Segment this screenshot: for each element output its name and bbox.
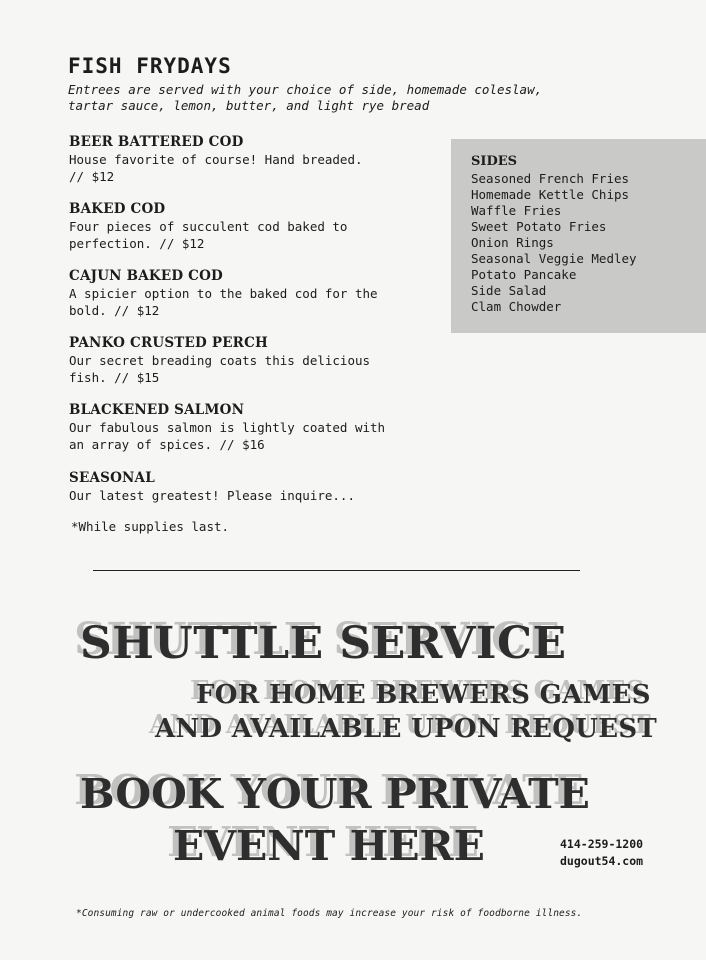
supplies-footnote: *While supplies last.: [71, 519, 230, 534]
entry-description: [69, 151, 429, 185]
sides-list: [471, 171, 637, 315]
contact-block: [560, 836, 643, 870]
entry-name: BEER BATTERED COD: [69, 134, 244, 150]
side-item: Seasoned French Fries: [471, 171, 630, 186]
website: dugout54.com: [560, 854, 644, 868]
entry-price-line: fish. // $15: [69, 370, 160, 385]
entry-desc-line: Our secret breading coats this delicious: [69, 353, 371, 368]
entry-name: CAJUN BAKED COD: [69, 268, 223, 284]
shuttle-subline-2: AND AVAILABLE UPON REQUEST: [155, 714, 658, 744]
menu-entry-seasonal: [69, 470, 429, 504]
entry-desc-line: Four pieces of succulent cod baked to: [69, 219, 348, 234]
entry-price-line: bold. // $12: [69, 303, 160, 318]
entry-price-line: perfection. // $12: [69, 236, 205, 251]
book-event-line-1: BOOK YOUR PRIVATE: [80, 770, 590, 818]
menu-title: FISH FRYDAYS: [68, 54, 232, 78]
side-item: Sweet Potato Fries: [471, 219, 607, 234]
entry-price-line: an array of spices. // $16: [69, 437, 265, 452]
sides-title: SIDES: [471, 154, 518, 169]
book-event-line-2: EVENT HERE: [173, 822, 485, 870]
section-divider: [93, 570, 580, 571]
side-item: Waffle Fries: [471, 203, 562, 218]
menu-entry-cajun-baked-cod: [69, 268, 429, 319]
side-item: Side Salad: [471, 283, 547, 298]
entry-desc-line: House favorite of course! Hand breaded.: [69, 152, 363, 167]
intro-line-2: tartar sauce, lemon, butter, and light rye bread: [68, 98, 430, 113]
entry-desc-line: A spicier option to the baked cod for the: [69, 286, 378, 301]
entry-name: PANKO CRUSTED PERCH: [69, 335, 269, 351]
side-item: Seasonal Veggie Medley: [471, 251, 637, 266]
menu-entry-beer-battered-cod: [69, 134, 429, 185]
side-item: Homemade Kettle Chips: [471, 187, 630, 202]
menu-entry-panko-crusted-perch: [69, 335, 429, 386]
entry-name: BLACKENED SALMON: [69, 402, 245, 418]
menu-entry-blackened-salmon: [69, 402, 429, 453]
sides-panel: [451, 139, 706, 333]
shuttle-subline-1: FOR HOME BREWERS GAMES: [196, 680, 651, 710]
entry-price-line: // $12: [69, 169, 115, 184]
entry-description: [69, 285, 429, 319]
entry-description: [69, 352, 429, 386]
menu-entry-baked-cod: [69, 201, 429, 252]
food-safety-disclaimer: *Consuming raw or undercooked animal foods may increase your risk of foodborne illness.: [76, 908, 583, 919]
side-item: Onion Rings: [471, 235, 554, 250]
side-item: Clam Chowder: [471, 299, 562, 314]
entry-desc-line: Our fabulous salmon is lightly coated with: [69, 420, 386, 435]
entry-name: SEASONAL: [69, 470, 155, 486]
side-item: Potato Pancake: [471, 267, 577, 282]
shuttle-headline: SHUTTLE SERVICE: [80, 618, 567, 669]
entry-description: [69, 218, 429, 252]
entry-name: BAKED COD: [69, 201, 166, 217]
phone-number: 414-259-1200: [560, 837, 644, 851]
entry-description: [69, 419, 429, 453]
intro-line-1: Entrees are served with your choice of side, homemade coleslaw,: [68, 82, 543, 97]
entry-description: [69, 487, 429, 504]
entry-desc-line: Our latest greatest! Please inquire...: [69, 488, 355, 503]
menu-intro: [68, 82, 628, 114]
